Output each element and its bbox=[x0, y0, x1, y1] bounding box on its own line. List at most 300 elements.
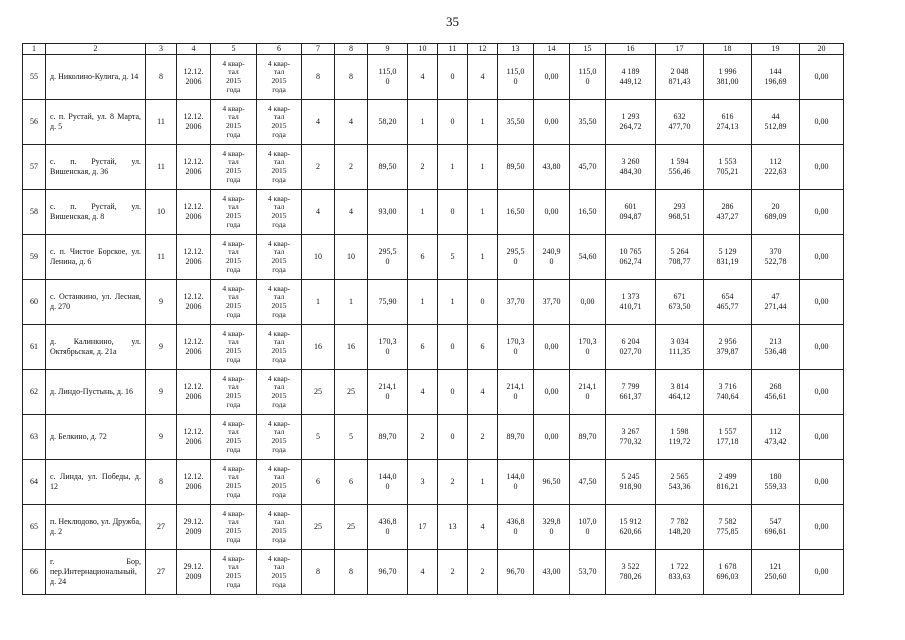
cell-col-18 bbox=[704, 325, 752, 370]
cell-text: 4 квар- тал 2015 года bbox=[267, 328, 291, 364]
cell-text: 370 522,78 bbox=[764, 247, 787, 266]
cell-col-14 bbox=[534, 325, 570, 370]
cell-col-8 bbox=[335, 100, 368, 145]
cell-col-20 bbox=[800, 505, 844, 550]
cell-text: 59 bbox=[30, 252, 38, 261]
cell-col-6 bbox=[257, 280, 302, 325]
cell-col-17 bbox=[656, 460, 704, 505]
cell-col-8 bbox=[335, 325, 368, 370]
cell-text: 66 bbox=[30, 567, 38, 576]
cell-col-20 bbox=[800, 550, 844, 595]
cell-text: 2 565 543,36 bbox=[668, 472, 691, 491]
cell-text: 8 bbox=[159, 477, 163, 486]
cell-text: 4 квар- тал 2015 года bbox=[222, 238, 245, 274]
cell-text: 144 196,69 bbox=[764, 67, 787, 86]
cell-col-19 bbox=[752, 55, 800, 100]
cell-text: 60 bbox=[30, 297, 38, 306]
cell-col-7 bbox=[302, 55, 335, 100]
cell-text: 601 094,87 bbox=[619, 202, 642, 221]
cell-text: 89,50 bbox=[378, 162, 397, 171]
cell-text: 43,80 bbox=[542, 162, 561, 171]
cell-text: 1 996 381,00 bbox=[716, 67, 739, 86]
cell-col-13 bbox=[498, 190, 534, 235]
cell-text: 25 bbox=[314, 387, 322, 396]
cell-col-7 bbox=[302, 280, 335, 325]
cell-text: 0,00 bbox=[814, 387, 829, 396]
cell-text: 1 598 119,72 bbox=[668, 427, 691, 446]
cell-text: 25 bbox=[347, 522, 355, 531]
cell-text: 27 bbox=[157, 567, 165, 576]
cell-col-16 bbox=[606, 550, 656, 595]
cell-col-19 bbox=[752, 280, 800, 325]
cell-text: 20 689,09 bbox=[764, 202, 787, 221]
cell-text: 7 782 148,20 bbox=[668, 517, 691, 536]
cell-text: 671 673,50 bbox=[668, 292, 691, 311]
cell-text: д. Линдо-Пустынь, д. 16 bbox=[50, 387, 133, 396]
cell-col-10 bbox=[408, 370, 438, 415]
cell-col-18 bbox=[704, 415, 752, 460]
cell-text: 12.12. 2006 bbox=[183, 292, 204, 311]
cell-text: 0 bbox=[450, 432, 455, 441]
cell-text: 0,00 bbox=[814, 72, 829, 81]
cell-text: 4 квар- тал 2015 года bbox=[267, 553, 291, 589]
cell-col-14 bbox=[534, 415, 570, 460]
cell-col-11 bbox=[438, 460, 468, 505]
cell-col-18 bbox=[704, 550, 752, 595]
cell-col-18 bbox=[704, 280, 752, 325]
cell-col-7 bbox=[302, 145, 335, 190]
cell-text: 1 bbox=[480, 252, 485, 261]
cell-col-18 bbox=[704, 460, 752, 505]
cell-col-13 bbox=[498, 370, 534, 415]
cell-text: 12.12. 2006 bbox=[183, 247, 204, 266]
cell-col-16 bbox=[606, 190, 656, 235]
cell-text: 12.12. 2006 bbox=[183, 202, 204, 221]
cell-text: 4 bbox=[480, 72, 485, 81]
cell-col-9 bbox=[368, 460, 408, 505]
cell-text: с. п. Рустай, ул. Вишенская, д. 8 bbox=[50, 202, 141, 221]
cell-col-14 bbox=[534, 505, 570, 550]
cell-col-11 bbox=[438, 100, 468, 145]
cell-text: 56 bbox=[30, 117, 38, 126]
cell-text: 4 квар- тал 2015 года bbox=[267, 418, 291, 454]
cell-text: 6 bbox=[349, 477, 353, 486]
cell-col-19 bbox=[752, 235, 800, 280]
cell-text: 4 квар- тал 2015 года bbox=[267, 193, 291, 229]
cell-text: 16 bbox=[314, 342, 322, 351]
cell-text: 11 bbox=[157, 117, 165, 126]
cell-col-10 bbox=[408, 100, 438, 145]
cell-text: 1 bbox=[450, 297, 455, 306]
cell-col-13 bbox=[498, 145, 534, 190]
cell-text: 4 квар- тал 2015 года bbox=[222, 553, 245, 589]
cell-col-16 bbox=[606, 460, 656, 505]
cell-text: 89,70 bbox=[506, 432, 525, 441]
cell-col-20 bbox=[800, 145, 844, 190]
cell-col-4 bbox=[177, 415, 211, 460]
cell-col-20 bbox=[800, 280, 844, 325]
cell-col-3 bbox=[146, 550, 177, 595]
cell-col-4 bbox=[177, 460, 211, 505]
cell-text: 61 bbox=[30, 342, 38, 351]
cell-col-18 bbox=[704, 100, 752, 145]
cell-text: 2 bbox=[450, 567, 455, 576]
cell-col-7 bbox=[302, 100, 335, 145]
cell-text: 1 bbox=[480, 207, 485, 216]
cell-col-11 bbox=[438, 145, 468, 190]
column-header-13: 13 bbox=[498, 44, 534, 55]
cell-col-4 bbox=[177, 550, 211, 595]
cell-col-11 bbox=[438, 370, 468, 415]
cell-text: 2 bbox=[316, 162, 320, 171]
cell-text: 12.12. 2006 bbox=[183, 472, 204, 491]
cell-text: 44 512,89 bbox=[764, 112, 787, 131]
cell-text: 0 bbox=[450, 387, 455, 396]
cell-col-13 bbox=[498, 460, 534, 505]
cell-text: 45,70 bbox=[578, 162, 597, 171]
cell-text: 29.12. 2009 bbox=[183, 517, 204, 536]
cell-text: 27 bbox=[157, 522, 165, 531]
cell-text: 0,00 bbox=[580, 297, 595, 306]
cell-col-9 bbox=[368, 145, 408, 190]
column-header-8: 8 bbox=[335, 44, 368, 55]
cell-col-4 bbox=[177, 190, 211, 235]
cell-text: г. Бор, пер.Интернациональный, д. 24 bbox=[50, 557, 141, 586]
cell-col-5 bbox=[211, 235, 257, 280]
cell-text: 144,0 0 bbox=[378, 472, 397, 491]
cell-text: 4 квар- тал 2015 года bbox=[267, 508, 291, 544]
cell-text: 35,50 bbox=[578, 117, 597, 126]
cell-col-10 bbox=[408, 550, 438, 595]
cell-col-14 bbox=[534, 190, 570, 235]
cell-col-5 bbox=[211, 145, 257, 190]
cell-text: 12.12. 2006 bbox=[183, 67, 204, 86]
cell-text: 1 bbox=[450, 162, 455, 171]
cell-col-1 bbox=[23, 280, 46, 325]
cell-col-19 bbox=[752, 460, 800, 505]
cell-col-9 bbox=[368, 190, 408, 235]
cell-col-6 bbox=[257, 460, 302, 505]
cell-text: 0 bbox=[450, 117, 455, 126]
cell-text: 632 477,70 bbox=[668, 112, 691, 131]
cell-col-3 bbox=[146, 325, 177, 370]
cell-text: 63 bbox=[30, 432, 38, 441]
cell-col-12 bbox=[468, 235, 498, 280]
cell-text: 1 bbox=[420, 297, 425, 306]
cell-col-5 bbox=[211, 505, 257, 550]
column-header-17: 17 bbox=[656, 44, 704, 55]
cell-col-1 bbox=[23, 505, 46, 550]
cell-col-7 bbox=[302, 235, 335, 280]
cell-col-18 bbox=[704, 145, 752, 190]
cell-text: 12.12. 2006 bbox=[183, 112, 204, 131]
cell-col-6 bbox=[257, 190, 302, 235]
table-row bbox=[23, 235, 844, 280]
cell-col-16 bbox=[606, 145, 656, 190]
cell-text: 4 квар- тал 2015 года bbox=[222, 373, 245, 409]
cell-col-9 bbox=[368, 550, 408, 595]
cell-col-16 bbox=[606, 415, 656, 460]
cell-col-2 bbox=[46, 325, 146, 370]
cell-text: 0 bbox=[450, 72, 455, 81]
cell-col-19 bbox=[752, 325, 800, 370]
cell-col-6 bbox=[257, 145, 302, 190]
cell-text: 12.12. 2006 bbox=[183, 157, 204, 176]
cell-col-5 bbox=[211, 100, 257, 145]
cell-text: 3 267 770,32 bbox=[619, 427, 642, 446]
cell-text: 10 765 062,74 bbox=[619, 247, 642, 266]
cell-col-6 bbox=[257, 55, 302, 100]
cell-col-8 bbox=[335, 415, 368, 460]
cell-col-1 bbox=[23, 460, 46, 505]
cell-col-14 bbox=[534, 55, 570, 100]
cell-text: 0,00 bbox=[814, 432, 829, 441]
column-header-20: 20 bbox=[800, 44, 844, 55]
column-header-18: 18 bbox=[704, 44, 752, 55]
cell-text: 17 bbox=[418, 522, 427, 531]
table-row bbox=[23, 550, 844, 595]
cell-text: 4 квар- тал 2015 года bbox=[267, 103, 291, 139]
cell-text: 1 bbox=[480, 117, 485, 126]
column-header-7: 7 bbox=[302, 44, 335, 55]
cell-text: 2 048 871,43 bbox=[668, 67, 691, 86]
cell-col-6 bbox=[257, 370, 302, 415]
cell-col-1 bbox=[23, 235, 46, 280]
cell-text: 96,70 bbox=[506, 567, 525, 576]
cell-text: 0,00 bbox=[814, 522, 829, 531]
cell-col-5 bbox=[211, 370, 257, 415]
cell-col-19 bbox=[752, 100, 800, 145]
cell-text: 4 bbox=[316, 207, 320, 216]
cell-col-7 bbox=[302, 550, 335, 595]
cell-text: 0,00 bbox=[814, 162, 829, 171]
cell-col-11 bbox=[438, 55, 468, 100]
cell-text: 47 271,44 bbox=[764, 292, 787, 311]
cell-col-2 bbox=[46, 235, 146, 280]
table-row bbox=[23, 100, 844, 145]
cell-text: 65 bbox=[30, 522, 38, 531]
cell-text: 0,00 bbox=[814, 117, 829, 126]
cell-text: 8 bbox=[159, 72, 163, 81]
cell-text: 53,70 bbox=[578, 567, 597, 576]
column-header-4: 4 bbox=[177, 44, 211, 55]
cell-col-18 bbox=[704, 55, 752, 100]
cell-text: 4 квар- тал 2015 года bbox=[222, 328, 245, 364]
cell-text: 89,70 bbox=[578, 432, 597, 441]
cell-text: 96,70 bbox=[378, 567, 397, 576]
cell-text: 0,00 bbox=[814, 567, 829, 576]
cell-text: 0,00 bbox=[814, 342, 829, 351]
cell-text: 62 bbox=[30, 387, 38, 396]
cell-col-14 bbox=[534, 280, 570, 325]
cell-text: 112 222,63 bbox=[764, 157, 787, 176]
cell-text: 0,00 bbox=[544, 72, 559, 81]
cell-col-16 bbox=[606, 325, 656, 370]
cell-text: 0,00 bbox=[814, 477, 829, 486]
cell-col-9 bbox=[368, 55, 408, 100]
cell-col-8 bbox=[335, 190, 368, 235]
cell-text: 89,70 bbox=[378, 432, 397, 441]
cell-text: 115,0 0 bbox=[578, 67, 597, 86]
cell-col-19 bbox=[752, 370, 800, 415]
cell-text: 15 912 620,66 bbox=[619, 517, 642, 536]
cell-col-16 bbox=[606, 100, 656, 145]
cell-col-1 bbox=[23, 325, 46, 370]
cell-text: 112 473,42 bbox=[764, 427, 787, 446]
cell-text: 6 bbox=[420, 342, 425, 351]
cell-col-13 bbox=[498, 550, 534, 595]
cell-text: 7 582 775,85 bbox=[716, 517, 739, 536]
cell-col-13 bbox=[498, 55, 534, 100]
cell-col-12 bbox=[468, 325, 498, 370]
column-header-15: 15 bbox=[570, 44, 606, 55]
cell-col-16 bbox=[606, 505, 656, 550]
cell-text: 6 204 027,70 bbox=[619, 337, 642, 356]
cell-text: 2 499 816,21 bbox=[716, 472, 739, 491]
cell-col-7 bbox=[302, 370, 335, 415]
cell-text: д. Калинкино, ул. Октябрьская, д. 21а bbox=[50, 337, 141, 356]
cell-text: 9 bbox=[159, 297, 163, 306]
cell-text: 96,50 bbox=[542, 477, 561, 486]
cell-col-9 bbox=[368, 100, 408, 145]
cell-text: 13 bbox=[448, 522, 457, 531]
cell-col-12 bbox=[468, 550, 498, 595]
cell-col-3 bbox=[146, 190, 177, 235]
cell-col-12 bbox=[468, 190, 498, 235]
table-row bbox=[23, 505, 844, 550]
cell-col-13 bbox=[498, 235, 534, 280]
cell-text: 4 квар- тал 2015 года bbox=[222, 193, 245, 229]
cell-col-11 bbox=[438, 325, 468, 370]
cell-col-14 bbox=[534, 235, 570, 280]
cell-col-11 bbox=[438, 280, 468, 325]
cell-col-3 bbox=[146, 55, 177, 100]
cell-text: 2 956 379,87 bbox=[716, 337, 739, 356]
cell-text: 2 bbox=[480, 567, 485, 576]
cell-col-4 bbox=[177, 55, 211, 100]
cell-col-20 bbox=[800, 325, 844, 370]
cell-text: 4 189 449,12 bbox=[619, 67, 642, 86]
cell-text: 10 bbox=[314, 252, 322, 261]
cell-col-5 bbox=[211, 280, 257, 325]
cell-text: 115,0 0 bbox=[378, 67, 397, 86]
cell-col-14 bbox=[534, 460, 570, 505]
cell-text: 0 bbox=[450, 207, 455, 216]
cell-text: 11 bbox=[157, 252, 165, 261]
cell-col-17 bbox=[656, 550, 704, 595]
cell-col-17 bbox=[656, 190, 704, 235]
cell-col-17 bbox=[656, 505, 704, 550]
cell-col-1 bbox=[23, 370, 46, 415]
cell-text: 4 bbox=[349, 207, 353, 216]
cell-text: 43,00 bbox=[542, 567, 561, 576]
cell-col-4 bbox=[177, 280, 211, 325]
cell-text: 0 bbox=[450, 342, 455, 351]
cell-col-6 bbox=[257, 415, 302, 460]
cell-col-20 bbox=[800, 100, 844, 145]
cell-col-11 bbox=[438, 415, 468, 460]
cell-text: 4 квар- тал 2015 года bbox=[222, 508, 245, 544]
cell-text: 2 bbox=[349, 162, 353, 171]
cell-text: 0,00 bbox=[544, 387, 559, 396]
cell-col-20 bbox=[800, 415, 844, 460]
cell-text: 9 bbox=[159, 432, 163, 441]
column-number-header bbox=[23, 44, 844, 55]
cell-text: 4 квар- тал 2015 года bbox=[267, 58, 291, 94]
cell-col-5 bbox=[211, 460, 257, 505]
cell-text: 0,00 bbox=[544, 207, 559, 216]
cell-text: 57 bbox=[30, 162, 38, 171]
cell-col-13 bbox=[498, 325, 534, 370]
cell-col-15 bbox=[570, 370, 606, 415]
cell-col-2 bbox=[46, 550, 146, 595]
cell-col-6 bbox=[257, 550, 302, 595]
cell-col-20 bbox=[800, 190, 844, 235]
cell-col-18 bbox=[704, 235, 752, 280]
cell-text: 1 bbox=[420, 207, 425, 216]
cell-text: 240,9 0 bbox=[542, 247, 561, 266]
cell-col-3 bbox=[146, 100, 177, 145]
cell-text: д. Белкино, д. 72 bbox=[50, 432, 107, 441]
cell-col-15 bbox=[570, 55, 606, 100]
table-row bbox=[23, 190, 844, 235]
cell-text: 4 bbox=[480, 387, 485, 396]
cell-text: 16 bbox=[347, 342, 355, 351]
cell-text: 0,00 bbox=[814, 252, 829, 261]
cell-text: 286 437,27 bbox=[716, 202, 739, 221]
cell-text: 5 bbox=[450, 252, 455, 261]
cell-col-17 bbox=[656, 280, 704, 325]
cell-col-17 bbox=[656, 325, 704, 370]
cell-col-14 bbox=[534, 550, 570, 595]
cell-col-12 bbox=[468, 460, 498, 505]
cell-text: 4 bbox=[420, 72, 425, 81]
cell-col-3 bbox=[146, 505, 177, 550]
cell-text: 4 квар- тал 2015 года bbox=[222, 148, 245, 184]
page-number: 35 bbox=[446, 14, 459, 29]
cell-text: 3 034 111,35 bbox=[668, 337, 691, 356]
cell-col-7 bbox=[302, 190, 335, 235]
cell-col-4 bbox=[177, 325, 211, 370]
cell-col-15 bbox=[570, 100, 606, 145]
cell-col-12 bbox=[468, 55, 498, 100]
table-row bbox=[23, 460, 844, 505]
cell-col-10 bbox=[408, 280, 438, 325]
column-header-5: 5 bbox=[211, 44, 257, 55]
cell-col-4 bbox=[177, 100, 211, 145]
cell-col-8 bbox=[335, 370, 368, 415]
cell-col-16 bbox=[606, 280, 656, 325]
cell-col-4 bbox=[177, 505, 211, 550]
cell-col-5 bbox=[211, 190, 257, 235]
cell-col-8 bbox=[335, 280, 368, 325]
cell-text: с. п. Рустай, ул. 8 Марта, д. 5 bbox=[50, 112, 141, 131]
cell-col-4 bbox=[177, 370, 211, 415]
table-row bbox=[23, 415, 844, 460]
cell-text: 170,3 0 bbox=[578, 337, 597, 356]
cell-col-2 bbox=[46, 190, 146, 235]
cell-text: 7 799 661,37 bbox=[619, 382, 642, 401]
cell-text: 10 bbox=[157, 207, 165, 216]
cell-col-8 bbox=[335, 235, 368, 280]
cell-text: 1 722 833,63 bbox=[668, 562, 691, 581]
column-header-11: 11 bbox=[438, 44, 468, 55]
cell-text: 3 814 464,12 bbox=[668, 382, 691, 401]
cell-text: 89,50 bbox=[506, 162, 525, 171]
cell-text: 1 553 705,21 bbox=[716, 157, 739, 176]
cell-col-19 bbox=[752, 550, 800, 595]
cell-text: 2 bbox=[480, 432, 485, 441]
